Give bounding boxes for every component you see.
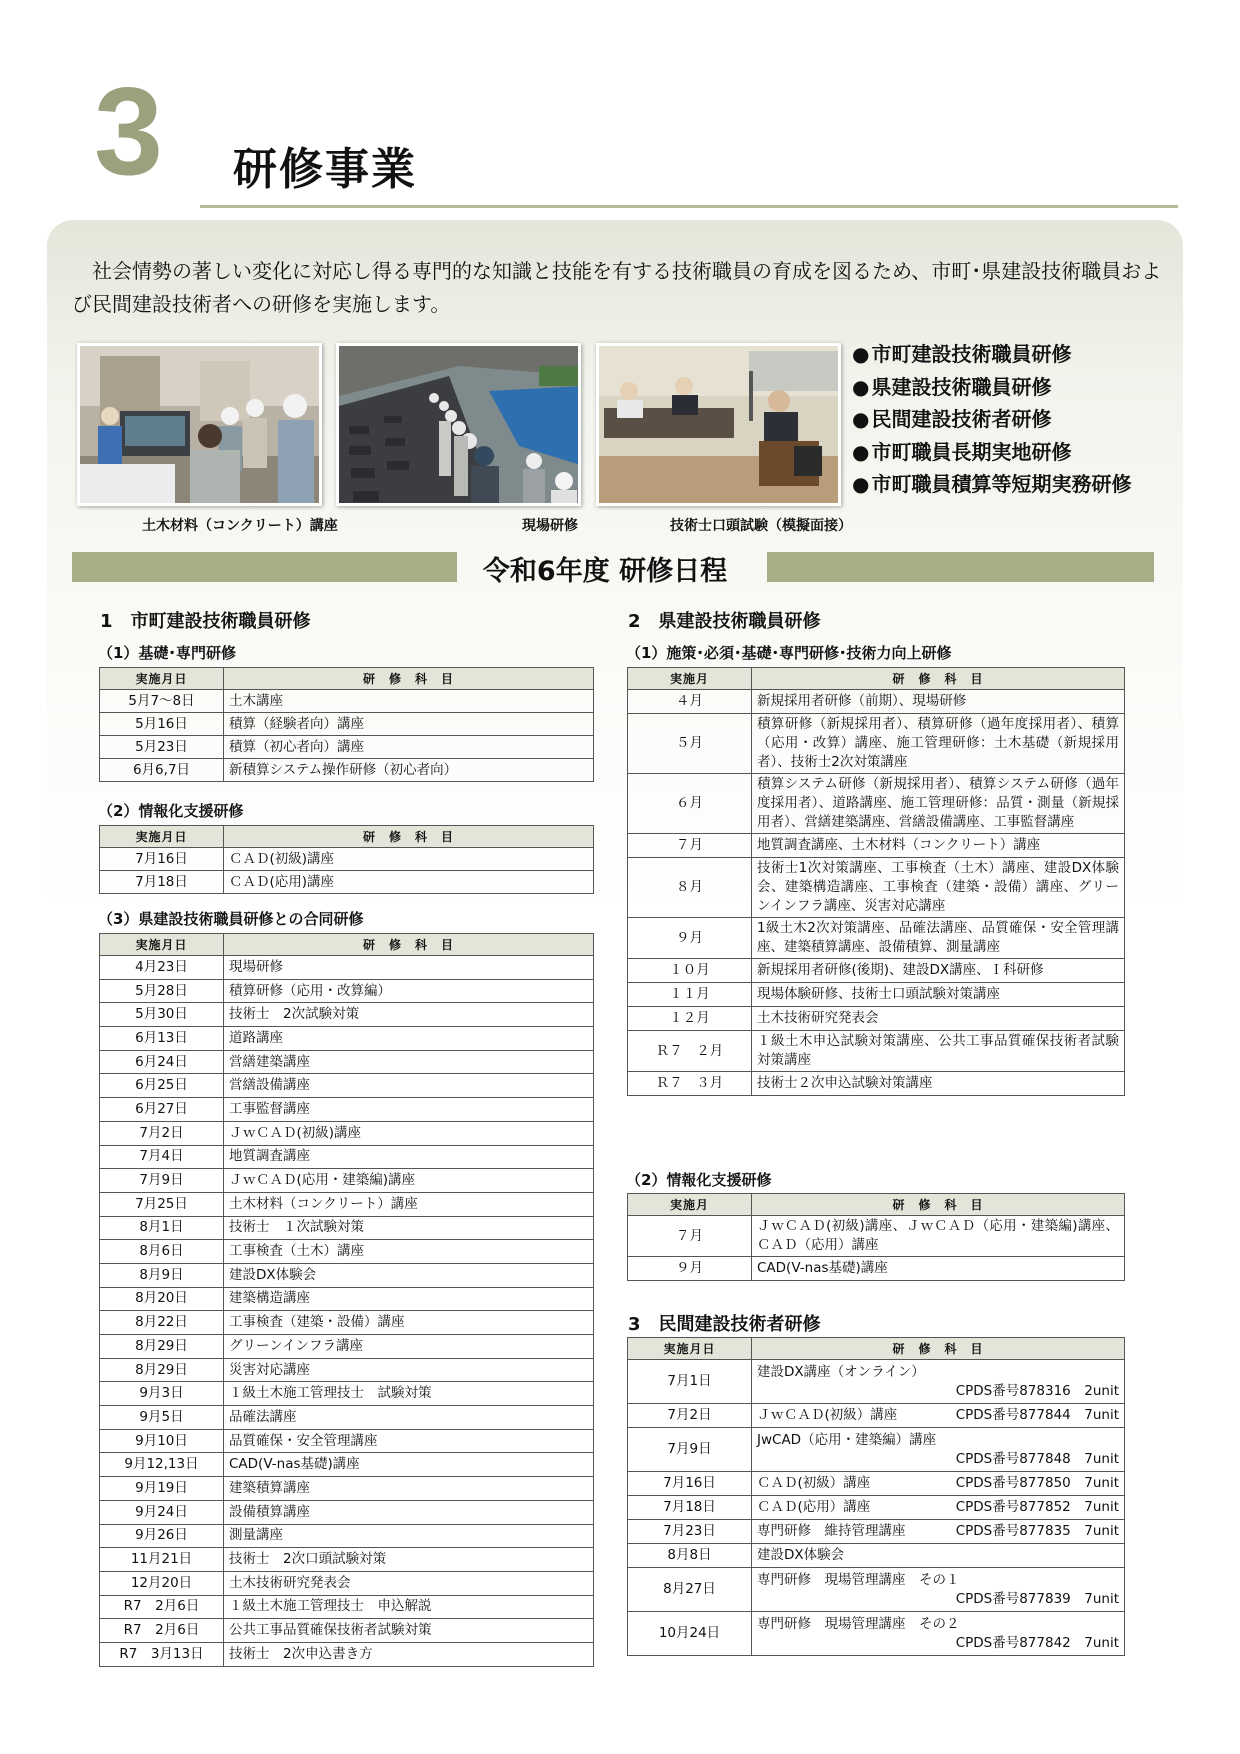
row-date: 9月3日 <box>100 1382 224 1406</box>
table-row <box>628 918 1125 959</box>
row-date: 5月28日 <box>100 979 224 1003</box>
row-course: グリーンインフラ講座 <box>224 1335 594 1359</box>
s1-joint-title: （3）県建設技術職員研修との合同研修 <box>98 910 364 928</box>
row-course: 新積算システム操作研修（初心者向） <box>224 759 594 782</box>
row-date: 9月24日 <box>100 1500 224 1524</box>
schedule-title: 令和6年度 研修日程 <box>482 556 728 587</box>
row-date: 7月18日 <box>100 871 224 894</box>
table-row <box>100 1406 594 1430</box>
s2-it-title: （2）情報化支援研修 <box>626 1171 772 1189</box>
row-course <box>752 1472 1125 1496</box>
row-course: 建築構造講座 <box>224 1287 594 1311</box>
row-date: 8月22日 <box>100 1311 224 1335</box>
table-row <box>100 1240 594 1264</box>
table-row <box>628 858 1125 918</box>
program-item: ● 市町職員積算等短期実務研修 <box>852 468 1131 501</box>
photo-caption-2: 現場研修 <box>522 518 578 534</box>
table-row <box>100 1263 594 1287</box>
row-date: 4月23日 <box>100 956 224 980</box>
row-date: 5月23日 <box>100 736 224 759</box>
row-course: ＣＡＤ(応用)講座 <box>224 871 594 894</box>
row-course: 工事監督講座 <box>224 1098 594 1122</box>
row-course: 積算（初心者向）講座 <box>224 736 594 759</box>
table-row <box>100 1548 594 1572</box>
row-date: 7月4日 <box>100 1145 224 1169</box>
row-course: 地質調査講座 <box>224 1145 594 1169</box>
row-course: 積算研修（応用・改算編） <box>224 979 594 1003</box>
row-date: 7月1日 <box>628 1360 752 1404</box>
col-header-month: 実施月 <box>628 668 752 690</box>
section-2-title: 2 県建設技術職員研修 <box>628 611 821 632</box>
table-row <box>100 1358 594 1382</box>
program-item: ● 県建設技術職員研修 <box>852 371 1131 404</box>
row-date: 10月24日 <box>628 1612 752 1656</box>
row-course: 品確法講座 <box>224 1406 594 1430</box>
table-row <box>628 1031 1125 1072</box>
row-course: 現場体験研修、技術士口頭試験対策講座 <box>752 983 1125 1007</box>
table-row <box>100 1145 594 1169</box>
table-row <box>628 983 1125 1007</box>
row-course: 技術士 １次試験対策 <box>224 1216 594 1240</box>
course-name: ＪｗＣＡＤ(初級）講座 <box>757 1407 898 1423</box>
table-row <box>100 690 594 713</box>
row-course: 技術士２次申込試験対策講座 <box>752 1072 1125 1096</box>
row-date: 7月9日 <box>100 1169 224 1193</box>
photo-mock-interview <box>596 343 841 506</box>
course-name: JwCAD（応用・建築編）講座 <box>757 1431 937 1448</box>
row-date: ８月 <box>628 858 752 918</box>
col-header-month: 実施月 <box>628 1194 752 1216</box>
course-name: 専門研修 現場管理講座 その２ <box>757 1615 960 1632</box>
row-date: 5月7～8日 <box>100 690 224 713</box>
table-row <box>628 1472 1125 1496</box>
table-row <box>628 959 1125 983</box>
row-course: 公共工事品質確保技術者試験対策 <box>224 1619 594 1643</box>
row-date: 9月19日 <box>100 1477 224 1501</box>
row-course: 土木技術研究発表会 <box>752 1007 1125 1031</box>
row-date: 9月26日 <box>100 1524 224 1548</box>
course-name: 専門研修 現場管理講座 その１ <box>757 1571 960 1588</box>
row-date: ７月 <box>628 834 752 858</box>
row-date: 8月27日 <box>628 1568 752 1612</box>
row-course: 積算システム研修（新規採用者）、積算システム研修（過年度採用者）、道路講座、施工管理研修：品質・測量（新規採用者）、営繕建築講座、営繕設備講座、工事監督講座 <box>752 774 1125 834</box>
row-date: 12月20日 <box>100 1571 224 1595</box>
row-course: 建築積算講座 <box>224 1477 594 1501</box>
s1-basic-title: （1）基礎･専門研修 <box>98 644 236 662</box>
row-date: 6月24日 <box>100 1050 224 1074</box>
row-course: CAD(V-nas基礎)講座 <box>752 1257 1125 1281</box>
table-row <box>100 1050 594 1074</box>
course-name: ＣＡＤ(初級）講座 <box>757 1475 871 1491</box>
col-header-course: 研 修 科 目 <box>752 668 1125 690</box>
table-row <box>100 1192 594 1216</box>
table-row <box>100 1642 594 1666</box>
col-header-course: 研 修 科 目 <box>224 826 594 848</box>
row-date: R7 3月13日 <box>100 1642 224 1666</box>
row-date: ４月 <box>628 690 752 714</box>
col-header-date: 実施月日 <box>100 826 224 848</box>
table-row <box>628 834 1125 858</box>
row-date: ６月 <box>628 774 752 834</box>
row-course <box>752 1520 1125 1544</box>
col-header-date: 実施月日 <box>100 934 224 956</box>
row-date: 8月29日 <box>100 1335 224 1359</box>
row-course: ＣＡＤ(初級)講座 <box>224 848 594 871</box>
row-date: 6月27日 <box>100 1098 224 1122</box>
title-divider <box>200 205 1178 208</box>
row-course: 地質調査講座、土木材料（コンクリート）講座 <box>752 834 1125 858</box>
table-row <box>100 1453 594 1477</box>
photo-site-training <box>336 343 581 506</box>
row-date: 9月5日 <box>100 1406 224 1430</box>
row-course: 営繕設備講座 <box>224 1074 594 1098</box>
section-number: 3 <box>94 63 163 201</box>
table-row <box>100 1287 594 1311</box>
row-date: １１月 <box>628 983 752 1007</box>
col-header-course: 研 修 科 目 <box>224 668 594 690</box>
cpds-number: CPDS番号877835 7unit <box>955 1523 1119 1539</box>
row-date: 7月25日 <box>100 1192 224 1216</box>
row-course <box>752 1568 1125 1612</box>
row-date: 6月13日 <box>100 1027 224 1051</box>
table-row <box>628 690 1125 714</box>
row-date: 5月16日 <box>100 713 224 736</box>
s3-private-table <box>627 1337 1125 1656</box>
row-course: 積算研修（新規採用者）、積算研修（過年度採用者）、積算（応用・改算）講座、施工管理研修：土木基礎（新規採用者）、技術士2次対策講座 <box>752 714 1125 774</box>
table-row <box>100 1098 594 1122</box>
table-row <box>100 1027 594 1051</box>
row-date: 9月10日 <box>100 1429 224 1453</box>
table-row <box>100 759 594 782</box>
s1-basic-table <box>99 667 594 782</box>
col-header-course: 研 修 科 目 <box>752 1338 1125 1360</box>
row-date: 8月9日 <box>100 1263 224 1287</box>
table-row <box>100 1121 594 1145</box>
table-row <box>628 1404 1125 1428</box>
s2-it-table <box>627 1193 1125 1281</box>
row-date: 8月29日 <box>100 1358 224 1382</box>
row-course: 技術士 2次試験対策 <box>224 1003 594 1027</box>
row-date: 8月8日 <box>628 1544 752 1568</box>
course-name: 建設DX体験会 <box>757 1547 845 1563</box>
row-date: 7月16日 <box>628 1472 752 1496</box>
program-item: ● 市町建設技術職員研修 <box>852 338 1131 371</box>
cpds-number: CPDS番号877848 7unit <box>955 1450 1119 1467</box>
program-list <box>852 338 1131 501</box>
row-date: ９月 <box>628 1257 752 1281</box>
table-row <box>628 1520 1125 1544</box>
row-course: 工事検査（建築・設備）講座 <box>224 1311 594 1335</box>
table-row <box>100 1571 594 1595</box>
row-date: R7 2月6日 <box>100 1595 224 1619</box>
row-course: 積算（経験者向）講座 <box>224 713 594 736</box>
row-date: １２月 <box>628 1007 752 1031</box>
row-date: 8月6日 <box>100 1240 224 1264</box>
col-header-course: 研 修 科 目 <box>752 1194 1125 1216</box>
row-course <box>752 1428 1125 1472</box>
col-header-course: 研 修 科 目 <box>224 934 594 956</box>
table-row <box>100 1429 594 1453</box>
row-course: 道路講座 <box>224 1027 594 1051</box>
row-course: 測量講座 <box>224 1524 594 1548</box>
row-date: １０月 <box>628 959 752 983</box>
s2-main-table <box>627 667 1125 1096</box>
row-course: 土木講座 <box>224 690 594 713</box>
row-date: 9月12,13日 <box>100 1453 224 1477</box>
row-date: ５月 <box>628 714 752 774</box>
s1-it-title: （2）情報化支援研修 <box>98 802 244 820</box>
row-course: 設備積算講座 <box>224 1500 594 1524</box>
table-row <box>628 1568 1125 1612</box>
course-name: ＣＡＤ(応用）講座 <box>757 1499 871 1515</box>
table-row <box>100 1311 594 1335</box>
col-header-date: 実施月日 <box>100 668 224 690</box>
row-course: 技術士1次対策講座、工事検査（土木）講座、建設DX体験会、建築構造講座、工事検査（建築・設備）講座、グリーンインフラ講座、災害対応講座 <box>752 858 1125 918</box>
row-course: 災害対応講座 <box>224 1358 594 1382</box>
section-1-title: 1 市町建設技術職員研修 <box>100 611 311 632</box>
photo-caption-3: 技術士口頭試験（模擬面接） <box>670 518 852 534</box>
table-row <box>100 713 594 736</box>
row-course: １級土木施工管理技士 申込解説 <box>224 1595 594 1619</box>
row-date: R7 2月6日 <box>100 1619 224 1643</box>
row-date: 7月16日 <box>100 848 224 871</box>
cpds-number: CPDS番号877850 7unit <box>955 1475 1119 1491</box>
row-date: ９月 <box>628 918 752 959</box>
table-row <box>100 736 594 759</box>
row-course: CAD(V-nas基礎)講座 <box>224 1453 594 1477</box>
row-course: 現場研修 <box>224 956 594 980</box>
row-course: 品質確保・安全管理講座 <box>224 1429 594 1453</box>
s1-it-table <box>99 825 594 894</box>
row-course: ＪｗＣＡＤ(応用・建築編)講座 <box>224 1169 594 1193</box>
cpds-number: CPDS番号877842 7unit <box>955 1634 1119 1651</box>
intro-paragraph: 社会情勢の著しい変化に対応し得る専門的な知識と技能を有する技術職員の育成を図るため、市町･県建設技術職員および民間建設技術者への研修を実施します。 <box>72 259 1162 316</box>
table-row <box>100 871 594 894</box>
row-course: 工事検査（土木）講座 <box>224 1240 594 1264</box>
row-course <box>752 1360 1125 1404</box>
row-course: 新規採用者研修（前期）、現場研修 <box>752 690 1125 714</box>
table-row <box>628 1072 1125 1096</box>
row-course: 営繕建築講座 <box>224 1050 594 1074</box>
section-title: 研修事業 <box>233 144 417 195</box>
table-row <box>100 1382 594 1406</box>
row-course: 1級土木2次対策講座、品確法講座、品質確保・安全管理講座、建築積算講座、設備積算、測量講座 <box>752 918 1125 959</box>
table-row <box>628 1612 1125 1656</box>
table-row <box>100 1500 594 1524</box>
schedule-band-right <box>767 552 1154 582</box>
table-row <box>628 1496 1125 1520</box>
row-date: Ｒ７ ３月 <box>628 1072 752 1096</box>
row-course: 建設DX体験会 <box>224 1263 594 1287</box>
row-course <box>752 1612 1125 1656</box>
cpds-number: CPDS番号877844 7unit <box>955 1407 1119 1423</box>
row-date: 8月20日 <box>100 1287 224 1311</box>
photo-caption-1: 土木材料（コンクリート）講座 <box>142 518 338 534</box>
row-date: 7月23日 <box>628 1520 752 1544</box>
table-row <box>628 774 1125 834</box>
table-row <box>100 1477 594 1501</box>
row-course: ＪｗＣＡＤ(初級)講座、ＪｗＣＡＤ（応用・建築編)講座、ＣＡＤ（応用）講座 <box>752 1216 1125 1257</box>
row-date: 7月9日 <box>628 1428 752 1472</box>
table-row <box>100 979 594 1003</box>
row-course: 土木材料（コンクリート）講座 <box>224 1192 594 1216</box>
row-course: 土木技術研究発表会 <box>224 1571 594 1595</box>
table-row <box>628 714 1125 774</box>
row-course: ＪｗＣＡＤ(初級)講座 <box>224 1121 594 1145</box>
table-row <box>100 848 594 871</box>
cpds-number: CPDS番号877852 7unit <box>955 1499 1119 1515</box>
cpds-number: CPDS番号877839 7unit <box>955 1590 1119 1607</box>
row-course: 技術士 2次口頭試験対策 <box>224 1548 594 1572</box>
row-date: 7月18日 <box>628 1496 752 1520</box>
row-date: 6月6,7日 <box>100 759 224 782</box>
table-row <box>100 1169 594 1193</box>
s2-main-title: （1）施策･必須･基礎･専門研修･技術力向上研修 <box>626 644 952 662</box>
row-date: 7月2日 <box>100 1121 224 1145</box>
row-date: 7月2日 <box>628 1404 752 1428</box>
table-row <box>100 956 594 980</box>
row-course <box>752 1544 1125 1568</box>
cpds-number: CPDS番号878316 2unit <box>955 1382 1119 1399</box>
table-row <box>100 1335 594 1359</box>
table-row <box>100 1619 594 1643</box>
table-row <box>100 1003 594 1027</box>
schedule-band-left <box>72 552 457 582</box>
row-date: Ｒ７ ２月 <box>628 1031 752 1072</box>
col-header-date: 実施月日 <box>628 1338 752 1360</box>
table-row <box>100 1074 594 1098</box>
row-date: 11月21日 <box>100 1548 224 1572</box>
program-item: ● 市町職員長期実地研修 <box>852 436 1131 469</box>
table-row <box>628 1257 1125 1281</box>
row-date: 6月25日 <box>100 1074 224 1098</box>
course-name: 専門研修 維持管理講座 <box>757 1523 906 1539</box>
table-row <box>628 1544 1125 1568</box>
row-course: １級土木申込試験対策講座、公共工事品質確保技術者試験対策講座 <box>752 1031 1125 1072</box>
s1-joint-table <box>99 933 594 1667</box>
row-course <box>752 1496 1125 1520</box>
row-course: 新規採用者研修(後期)、建設DX講座、Ｉ科研修 <box>752 959 1125 983</box>
row-date: 8月1日 <box>100 1216 224 1240</box>
row-course: 技術士 2次申込書き方 <box>224 1642 594 1666</box>
table-row <box>100 1524 594 1548</box>
row-date: 5月30日 <box>100 1003 224 1027</box>
section-3-title: 3 民間建設技術者研修 <box>628 1314 821 1335</box>
row-date: ７月 <box>628 1216 752 1257</box>
row-course <box>752 1404 1125 1428</box>
table-row <box>100 1595 594 1619</box>
table-row <box>100 1216 594 1240</box>
course-name: 建設DX講座（オンライン） <box>757 1363 925 1380</box>
table-row <box>628 1360 1125 1404</box>
photo-concrete-lecture <box>77 343 322 506</box>
table-row <box>628 1428 1125 1472</box>
table-row <box>628 1216 1125 1257</box>
table-row <box>628 1007 1125 1031</box>
program-item: ● 民間建設技術者研修 <box>852 403 1131 436</box>
row-course: １級土木施工管理技士 試験対策 <box>224 1382 594 1406</box>
